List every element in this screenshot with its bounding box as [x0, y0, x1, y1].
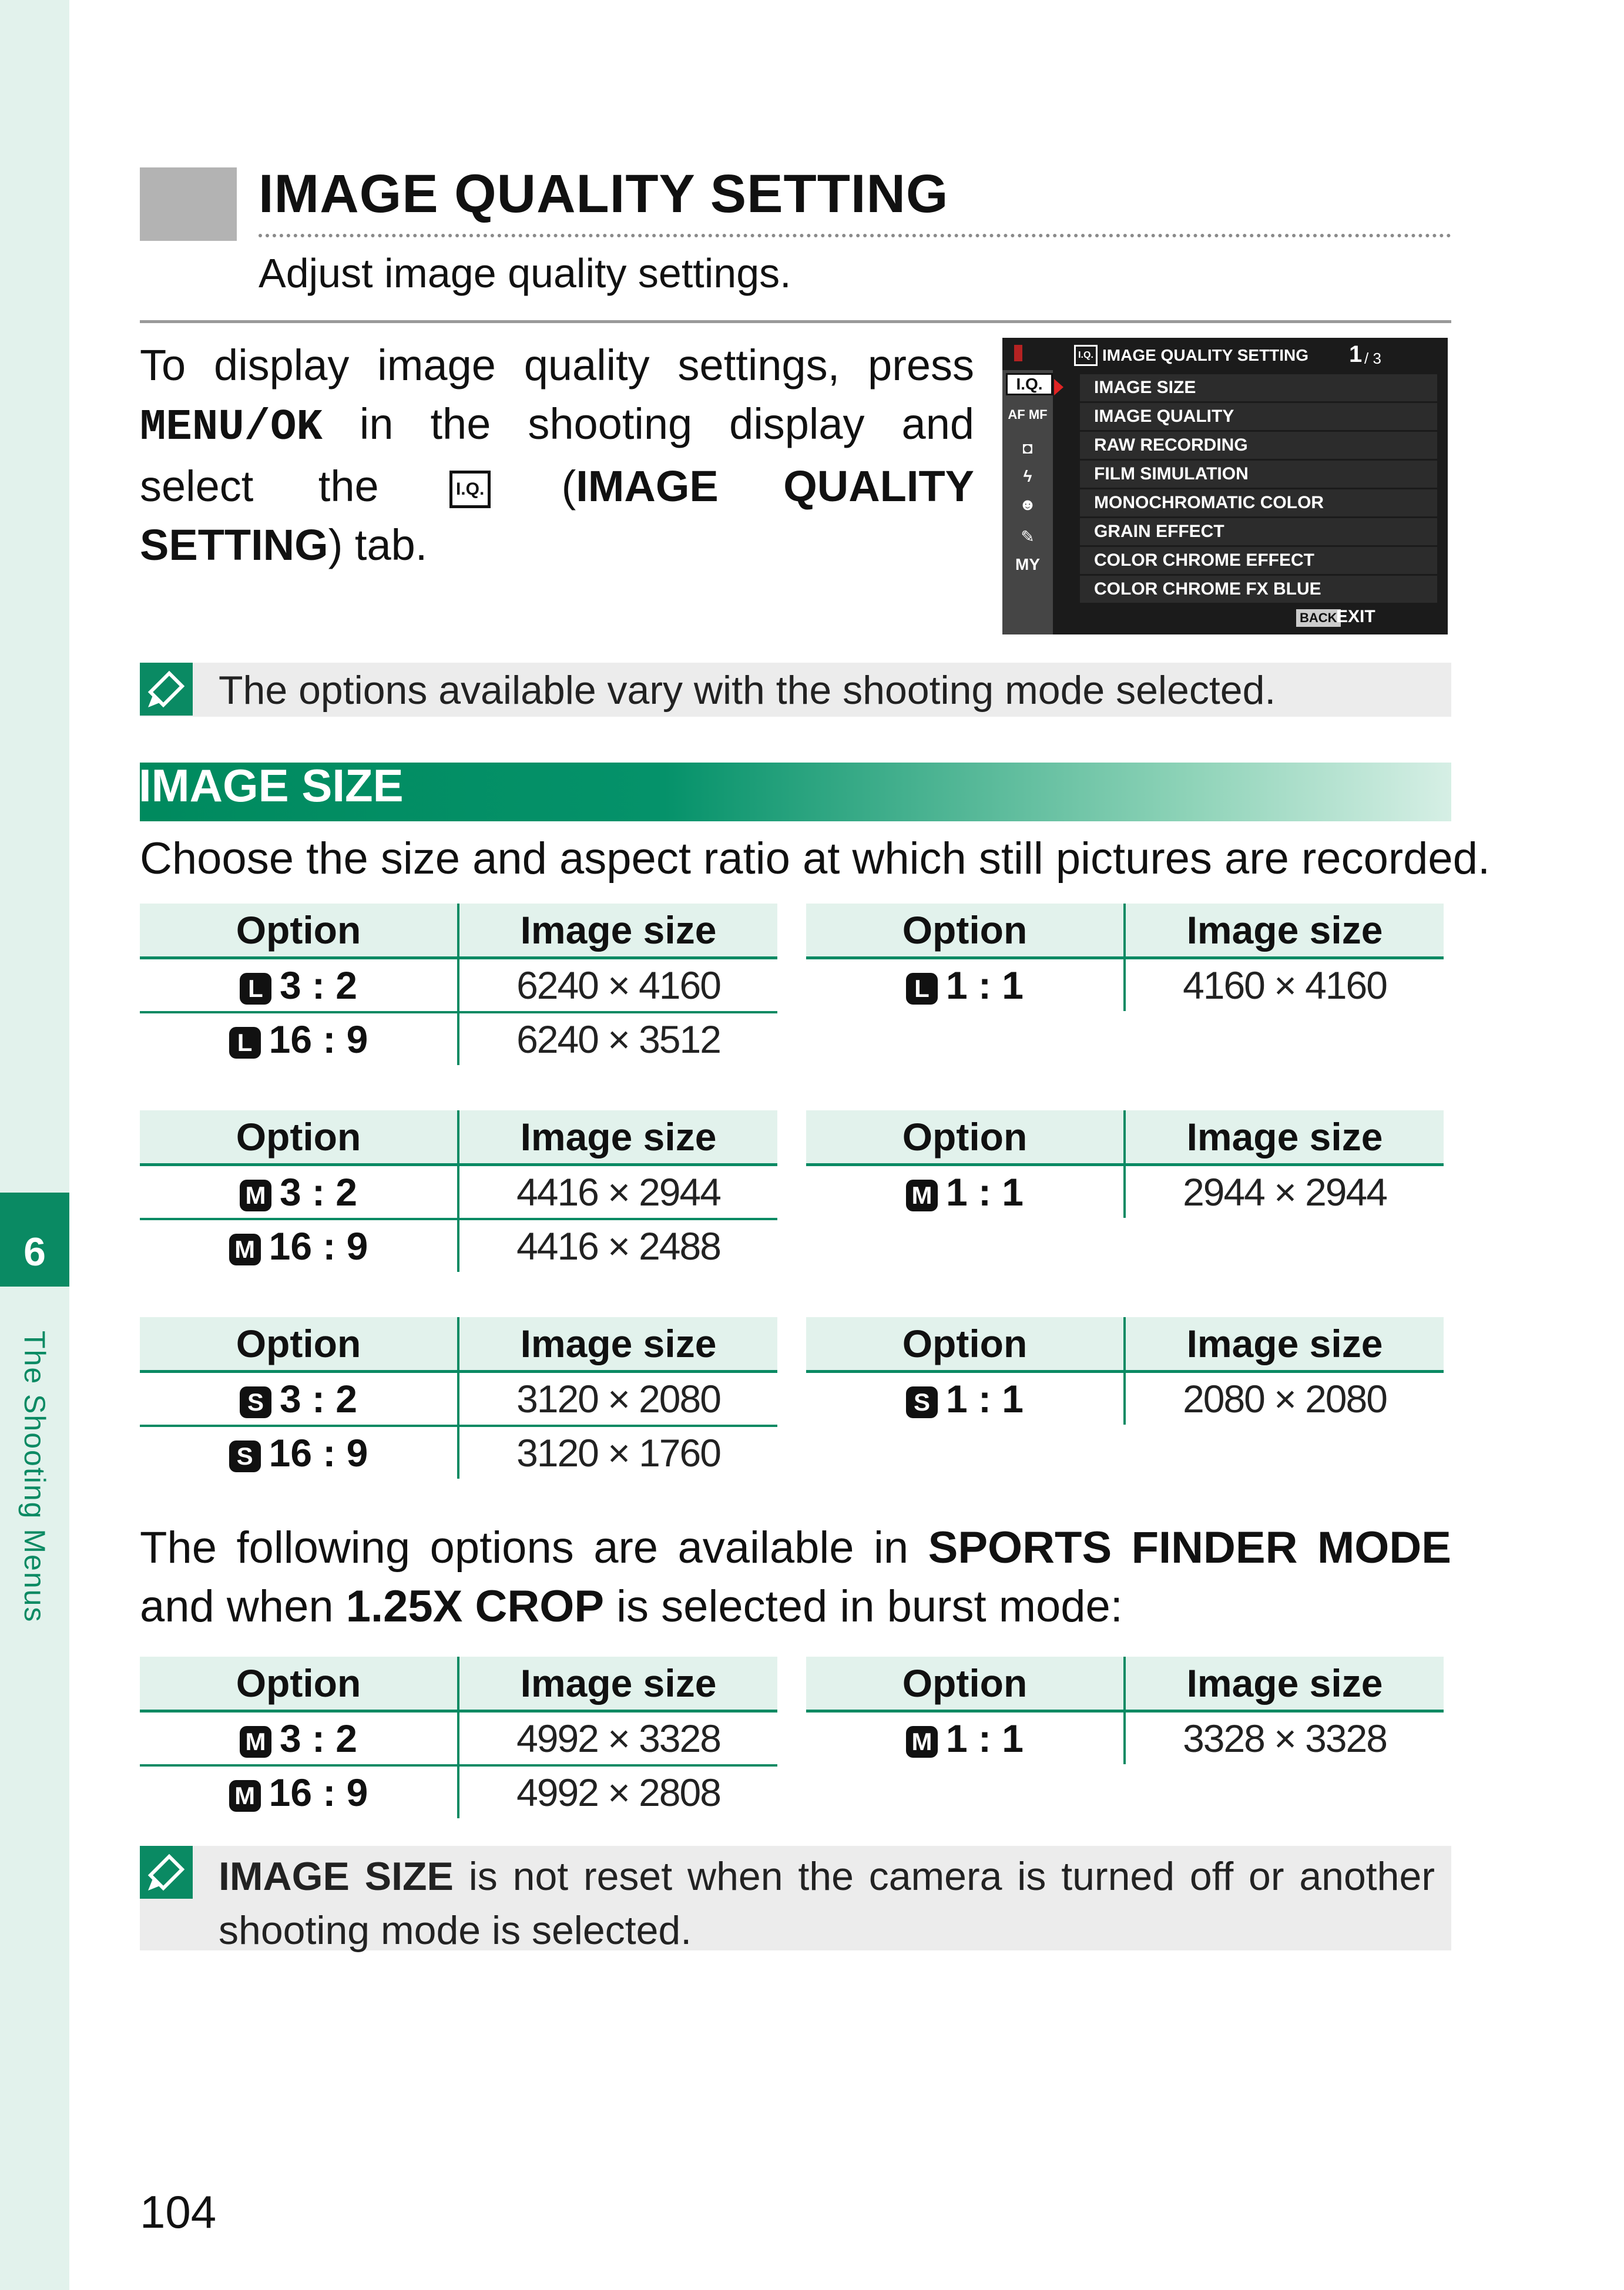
para2-text-1: The following options are available in: [140, 1523, 909, 1573]
aspect-ratio: 16 : 9: [269, 1224, 368, 1268]
image-size-value: 3328 × 3328: [1183, 1717, 1387, 1760]
table-row: [140, 1165, 777, 1220]
aspect-ratio: 3 : 2: [279, 1717, 358, 1760]
table-row: [140, 1765, 777, 1818]
option-cell: [140, 1219, 458, 1272]
image-quality-tab-icon: I.Q.: [449, 471, 491, 508]
section-title: IMAGE SIZE: [139, 760, 404, 811]
camera-menu-header: IMAGE QUALITY SETTING: [1102, 346, 1309, 364]
table-row: [140, 1426, 777, 1479]
intro-text-1: To display image quality settings, press: [140, 341, 974, 389]
aspect-ratio: 3 : 2: [279, 1377, 358, 1421]
camera-page-number: 1: [1349, 341, 1363, 367]
image-size-table-small-32-169: [140, 1317, 777, 1479]
option-cell: [806, 1165, 1125, 1218]
image-size-value: 2944 × 2944: [1183, 1170, 1387, 1214]
note-text: The options available vary with the shooting mode selected.: [219, 668, 1276, 713]
note-text: [219, 1849, 1435, 1957]
note-pencil-icon: [140, 663, 193, 716]
camera-red-indicator: [1014, 345, 1022, 361]
image-size-value: 4992 × 3328: [458, 1711, 777, 1766]
chapter-side-band: [0, 0, 69, 2290]
page-number: 104: [140, 2186, 217, 2238]
column-header-size: Image size: [1125, 1317, 1444, 1372]
note-box: [140, 663, 1451, 717]
table-row: [140, 958, 777, 1013]
camera-page-total: / 3: [1364, 350, 1381, 367]
size-l-icon: L: [229, 1027, 261, 1059]
column-header-size: Image size: [1125, 1657, 1444, 1711]
aspect-ratio: 1 : 1: [945, 963, 1024, 1007]
column-header-option: Option: [140, 904, 458, 958]
table-row: [806, 1372, 1444, 1425]
size-s-icon: S: [229, 1441, 261, 1472]
camera-menu-item[interactable]: FILM SIMULATION: [1080, 461, 1437, 488]
image-size-value: 6240 × 3512: [516, 1018, 720, 1061]
intro-tab-name: IMAGE QUALITY SETTING: [140, 462, 974, 569]
camera-tab-shooting-icon[interactable]: ◘: [1022, 439, 1033, 457]
column-header-option: Option: [140, 1110, 458, 1165]
column-header-option: Option: [806, 1110, 1125, 1165]
table-row: [806, 1165, 1444, 1218]
table-row: [140, 1372, 777, 1426]
camera-menu-screen: [1002, 338, 1448, 634]
camera-menu-item[interactable]: RAW RECORDING: [1080, 432, 1437, 459]
note-bold-term: IMAGE SIZE: [219, 1854, 454, 1899]
size-m-icon: M: [906, 1180, 938, 1211]
image-size-table-large-32-169: [140, 904, 777, 1065]
camera-exit-label: EXIT: [1336, 607, 1375, 626]
size-m-icon: M: [240, 1180, 271, 1211]
column-header-size: Image size: [458, 1657, 777, 1711]
image-size-table-medium-32-169: [140, 1110, 777, 1272]
aspect-ratio: 16 : 9: [269, 1431, 368, 1475]
column-header-option: Option: [806, 904, 1125, 958]
size-l-icon: L: [906, 973, 938, 1005]
camera-tab-iq[interactable]: I.Q.: [1006, 373, 1053, 395]
heading-rule: [140, 320, 1451, 323]
image-size-value: 4416 × 2944: [458, 1165, 777, 1220]
table-row: [806, 1711, 1444, 1765]
camera-menu-item[interactable]: IMAGE SIZE: [1080, 374, 1437, 401]
title-dotted-rule: [259, 234, 1451, 237]
chapter-number: 6: [24, 1230, 46, 1274]
menu-ok-key: MENU/OK: [140, 403, 323, 452]
image-size-table-medium-11: [806, 1110, 1444, 1218]
column-header-size: Image size: [458, 1110, 777, 1165]
page-title: IMAGE QUALITY SETTING: [259, 164, 949, 224]
para2-text-2: and when: [140, 1581, 334, 1631]
sports-finder-paragraph: [140, 1519, 1451, 1636]
option-cell: [140, 1711, 458, 1766]
column-header-option: Option: [806, 1657, 1125, 1711]
column-header-size: Image size: [458, 1317, 777, 1372]
image-size-value: 3120 × 1760: [516, 1431, 720, 1475]
camera-menu-item[interactable]: COLOR CHROME EFFECT: [1080, 547, 1437, 574]
option-cell: [806, 958, 1125, 1012]
column-header-option: Option: [806, 1317, 1125, 1372]
option-cell: [140, 1765, 458, 1818]
aspect-ratio: 16 : 9: [269, 1018, 368, 1061]
section-description: Choose the size and aspect ratio at which still pictures are recorded.: [140, 834, 1491, 884]
image-size-table-sports-11: [806, 1657, 1444, 1764]
camera-menu-item[interactable]: IMAGE QUALITY: [1080, 403, 1437, 430]
note-box: [140, 1846, 1451, 1953]
size-m-icon: M: [229, 1780, 261, 1812]
intro-text-3: tab.: [354, 521, 428, 569]
column-header-option: Option: [140, 1657, 458, 1711]
size-m-icon: M: [229, 1234, 261, 1265]
aspect-ratio: 3 : 2: [279, 963, 358, 1007]
camera-menu-item[interactable]: MONOCHROMATIC COLOR: [1080, 489, 1437, 516]
aspect-ratio: 3 : 2: [279, 1170, 358, 1214]
para2-text-3: is selected in burst mode:: [616, 1581, 1123, 1631]
camera-back-key: BACK: [1296, 609, 1341, 627]
note-pencil-icon: [140, 1846, 193, 1899]
sports-finder-mode: SPORTS FINDER MODE: [928, 1523, 1451, 1573]
crop-option: 1.25X CROP: [345, 1581, 605, 1631]
image-size-value: 6240 × 4160: [458, 958, 777, 1013]
size-m-icon: M: [906, 1726, 938, 1758]
option-cell: [140, 1012, 458, 1065]
table-row: [140, 1219, 777, 1272]
intro-paragraph: To display image quality settings, press MENU/OK in the shooting display and select the I.Q. (IMAGE QUALITY SETTING) tab.: [140, 341, 975, 569]
option-cell: [140, 958, 458, 1013]
option-cell: [140, 1165, 458, 1220]
image-size-value: 4416 × 2488: [516, 1224, 720, 1268]
column-header-size: Image size: [1125, 1110, 1444, 1165]
camera-tab-my-menu[interactable]: MY: [1015, 555, 1040, 573]
image-size-value: 4992 × 2808: [516, 1771, 720, 1814]
page-subtitle: Adjust image quality settings.: [259, 250, 791, 296]
table-row: [140, 1012, 777, 1065]
image-size-table-small-11: [806, 1317, 1444, 1425]
image-size-table-sports-32-169: [140, 1657, 777, 1818]
size-l-icon: L: [240, 973, 271, 1005]
chapter-label-text: The Shooting Menus: [18, 1331, 51, 1623]
option-cell: [806, 1711, 1125, 1765]
option-cell: [140, 1426, 458, 1479]
table-row: [806, 958, 1444, 1012]
camera-tab-movie-icon[interactable]: ☻: [1019, 495, 1036, 513]
aspect-ratio: 1 : 1: [945, 1717, 1024, 1760]
title-marker: [140, 167, 237, 241]
size-m-icon: M: [240, 1726, 271, 1758]
image-size-value: 2080 × 2080: [1183, 1377, 1387, 1421]
camera-tab-af-mf[interactable]: AF MF: [1008, 407, 1048, 422]
column-header-size: Image size: [458, 904, 777, 958]
aspect-ratio: 16 : 9: [269, 1771, 368, 1814]
size-s-icon: S: [906, 1386, 938, 1418]
camera-tab-setup-icon[interactable]: ✎: [1021, 528, 1035, 546]
camera-iq-icon: I.Q.: [1074, 345, 1098, 366]
camera-menu-item[interactable]: GRAIN EFFECT: [1080, 518, 1437, 545]
option-cell: [806, 1372, 1125, 1425]
image-size-table-large-11: [806, 904, 1444, 1011]
aspect-ratio: 1 : 1: [945, 1377, 1024, 1421]
image-size-value: 3120 × 2080: [458, 1372, 777, 1426]
camera-tab-flash-icon[interactable]: ϟ: [1023, 467, 1032, 485]
size-s-icon: S: [240, 1386, 271, 1418]
chapter-tab[interactable]: [0, 1193, 69, 1287]
chapter-label: [18, 1331, 53, 1683]
camera-menu-item[interactable]: COLOR CHROME FX BLUE: [1080, 576, 1437, 603]
note-body: is not reset when the camera is turned off or another shooting mode is selected.: [219, 1854, 1435, 1953]
camera-selection-arrow-icon: [1054, 379, 1063, 395]
table-row: [140, 1711, 777, 1766]
option-cell: [140, 1372, 458, 1426]
column-header-option: Option: [140, 1317, 458, 1372]
aspect-ratio: 1 : 1: [945, 1170, 1024, 1214]
column-header-size: Image size: [1125, 904, 1444, 958]
image-size-value: 4160 × 4160: [1183, 963, 1387, 1007]
intro-text-2: in the shooting display and select the: [140, 399, 975, 511]
